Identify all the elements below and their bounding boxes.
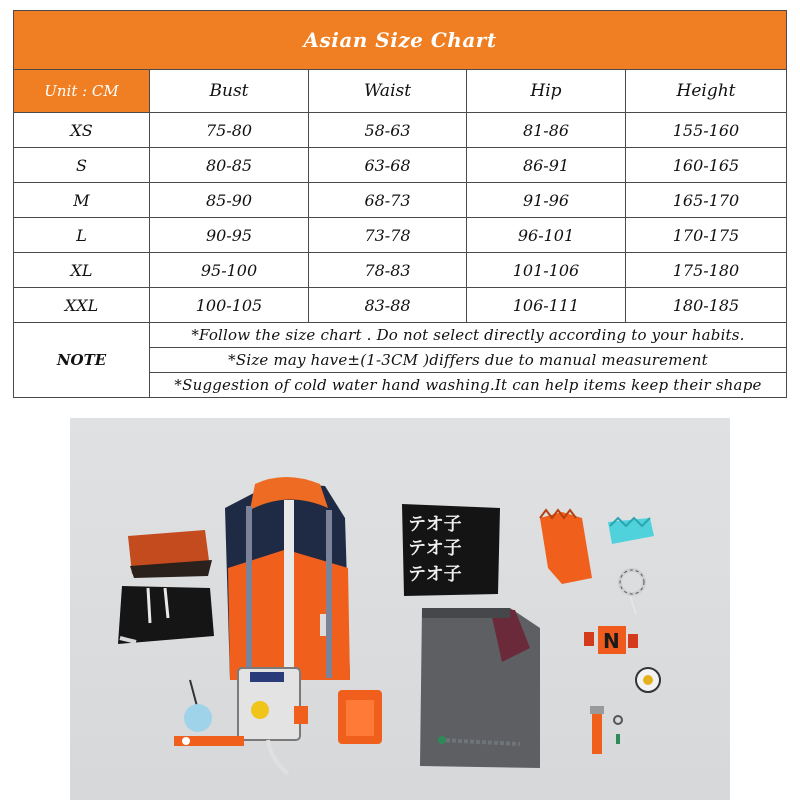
orange-glove-icon xyxy=(540,510,592,584)
title-row xyxy=(14,11,787,70)
waist-cell: 83-88 xyxy=(309,288,467,323)
orange-strap-icon xyxy=(590,706,622,754)
note-text: *Suggestion of cold water hand washing.It can help items keep their shape xyxy=(150,373,787,398)
shirt-print-3: テオ子 xyxy=(408,564,462,585)
black-shirt-icon xyxy=(402,504,500,596)
note-text: *Follow the size chart . Do not select directly according to your habits. xyxy=(150,323,787,348)
hip-cell: 96-101 xyxy=(467,218,626,253)
shirt-print-2: テオ子 xyxy=(408,538,462,559)
unit-label: Unit : CM xyxy=(14,70,150,113)
height-cell: 155-160 xyxy=(626,113,787,148)
badge-letter: N xyxy=(603,629,620,653)
bust-cell: 90-95 xyxy=(150,218,309,253)
note-text: *Size may have±(1-3CM )differs due to manual measurement xyxy=(150,348,787,373)
waist-cell: 78-83 xyxy=(309,253,467,288)
column-header-waist: Waist xyxy=(309,70,467,113)
column-header-height: Height xyxy=(626,70,787,113)
fluffy-keychain-icon xyxy=(174,680,244,746)
bust-cell: 75-80 xyxy=(150,113,309,148)
hip-cell: 106-111 xyxy=(467,288,626,323)
hip-cell: 91-96 xyxy=(467,183,626,218)
chain-bracelet-icon xyxy=(620,570,644,614)
costume-items-illustration xyxy=(70,418,730,800)
size-cell: M xyxy=(14,183,150,218)
table-row xyxy=(14,183,787,218)
height-cell: 175-180 xyxy=(626,253,787,288)
gray-shorts-icon xyxy=(420,608,540,768)
height-cell: 170-175 xyxy=(626,218,787,253)
table-row xyxy=(14,218,787,253)
orange-holster-icon xyxy=(338,690,382,744)
size-cell: S xyxy=(14,148,150,183)
chart-title: Asian Size Chart xyxy=(14,11,787,70)
orange-cloth-icon xyxy=(128,530,212,578)
bust-cell: 85-90 xyxy=(150,183,309,218)
header-row xyxy=(14,70,787,113)
note-label: NOTE xyxy=(14,323,150,398)
table-row xyxy=(14,113,787,148)
waist-cell: 58-63 xyxy=(309,113,467,148)
height-cell: 165-170 xyxy=(626,183,787,218)
size-cell: XS xyxy=(14,113,150,148)
shirt-print-1: テオ子 xyxy=(408,514,462,535)
note-row xyxy=(14,323,787,348)
height-cell: 180-185 xyxy=(626,288,787,323)
product-photo xyxy=(70,418,730,800)
waist-cell: 63-68 xyxy=(309,148,467,183)
size-cell: XXL xyxy=(14,288,150,323)
bust-cell: 95-100 xyxy=(150,253,309,288)
round-pin-icon xyxy=(636,668,660,692)
column-header-bust: Bust xyxy=(150,70,309,113)
black-pants-icon xyxy=(118,586,214,644)
cyan-bracelet-icon xyxy=(608,518,654,544)
size-cell: L xyxy=(14,218,150,253)
height-cell: 160-165 xyxy=(626,148,787,183)
table-row xyxy=(14,148,787,183)
waist-cell: 68-73 xyxy=(309,183,467,218)
size-cell: XL xyxy=(14,253,150,288)
hip-cell: 101-106 xyxy=(467,253,626,288)
letter-badge-icon xyxy=(584,626,638,654)
waist-cell: 73-78 xyxy=(309,218,467,253)
hip-cell: 86-91 xyxy=(467,148,626,183)
table-row xyxy=(14,288,787,323)
bust-cell: 100-105 xyxy=(150,288,309,323)
size-chart-table xyxy=(13,10,787,398)
bust-cell: 80-85 xyxy=(150,148,309,183)
column-header-hip: Hip xyxy=(467,70,626,113)
jacket-icon xyxy=(225,477,350,680)
gadget-device-icon xyxy=(238,668,308,774)
table-row xyxy=(14,253,787,288)
hip-cell: 81-86 xyxy=(467,113,626,148)
